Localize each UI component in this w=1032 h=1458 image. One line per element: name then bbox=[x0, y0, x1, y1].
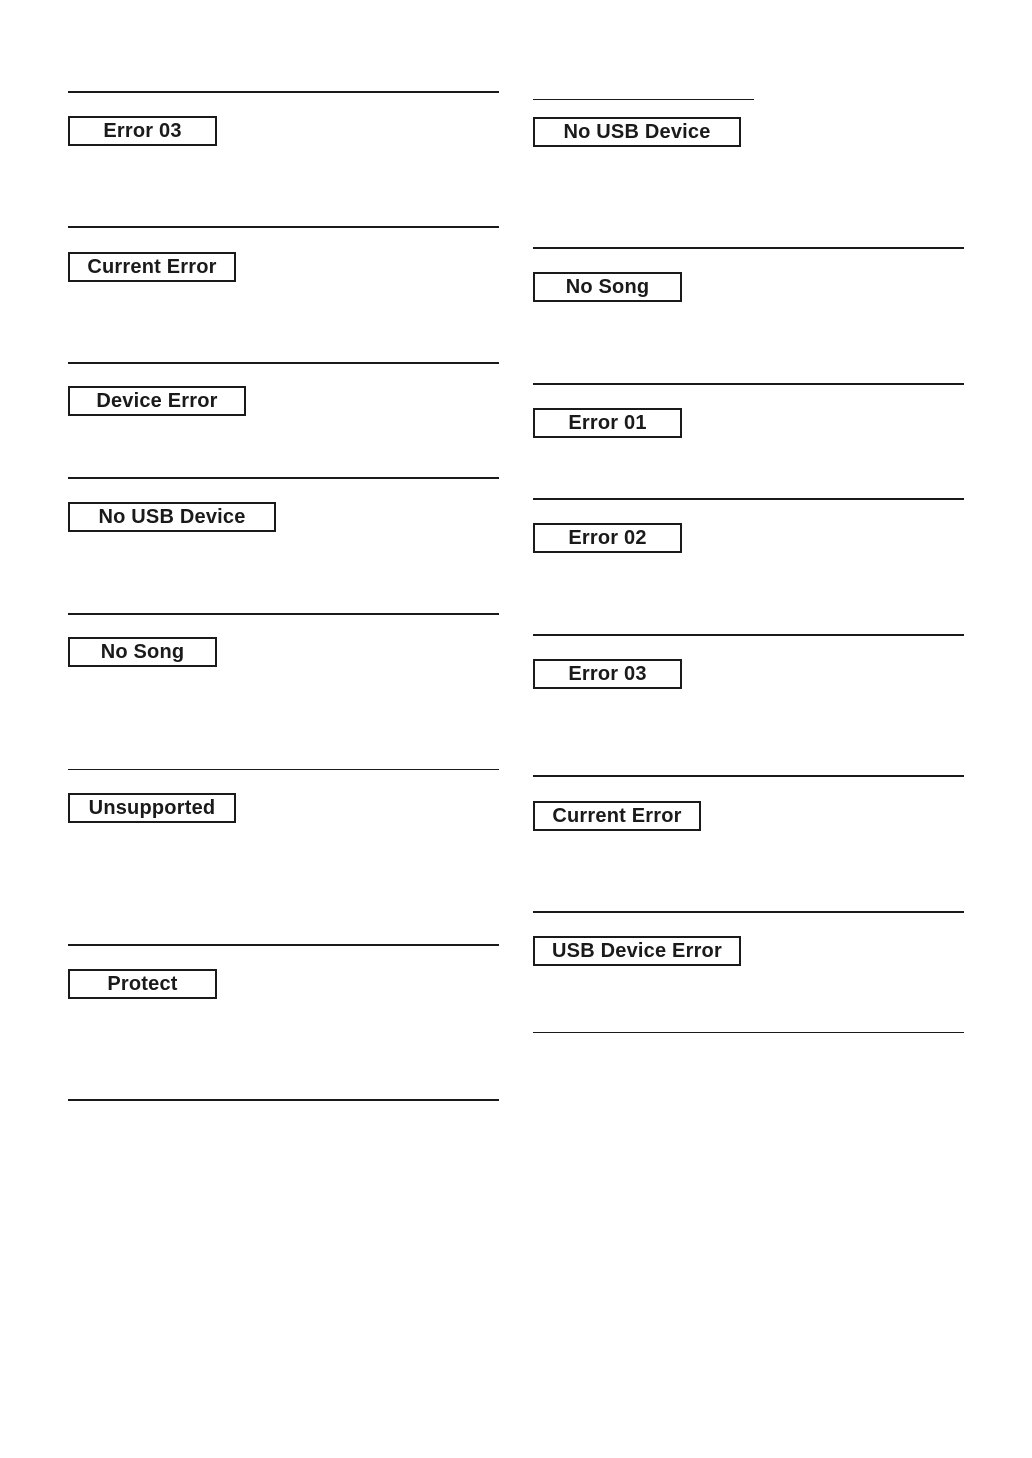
section-divider bbox=[533, 1032, 964, 1033]
message-box-no-usb-device: No USB Device bbox=[68, 502, 276, 532]
section-divider bbox=[533, 498, 964, 500]
message-box-error-03: Error 03 bbox=[533, 659, 682, 689]
message-box-current-error: Current Error bbox=[68, 252, 236, 282]
message-box-error-01: Error 01 bbox=[533, 408, 682, 438]
message-box-no-usb-device: No USB Device bbox=[533, 117, 741, 147]
message-box-error-03: Error 03 bbox=[68, 116, 217, 146]
section-divider bbox=[533, 99, 754, 100]
section-divider bbox=[68, 1099, 499, 1101]
section-divider bbox=[533, 775, 964, 777]
section-divider bbox=[68, 613, 499, 615]
section-divider bbox=[533, 634, 964, 636]
section-divider bbox=[533, 911, 964, 913]
message-box-unsupported: Unsupported bbox=[68, 793, 236, 823]
message-box-no-song: No Song bbox=[533, 272, 682, 302]
section-divider bbox=[68, 477, 499, 479]
section-divider bbox=[68, 226, 499, 228]
message-box-protect: Protect bbox=[68, 969, 217, 999]
message-box-current-error: Current Error bbox=[533, 801, 701, 831]
message-box-error-02: Error 02 bbox=[533, 523, 682, 553]
message-box-no-song: No Song bbox=[68, 637, 217, 667]
section-divider bbox=[533, 383, 964, 385]
message-box-usb-device-error: USB Device Error bbox=[533, 936, 741, 966]
message-box-device-error: Device Error bbox=[68, 386, 246, 416]
section-divider bbox=[68, 362, 499, 364]
section-divider bbox=[533, 247, 964, 249]
section-divider bbox=[68, 769, 499, 770]
section-divider bbox=[68, 91, 499, 93]
section-divider bbox=[68, 944, 499, 946]
